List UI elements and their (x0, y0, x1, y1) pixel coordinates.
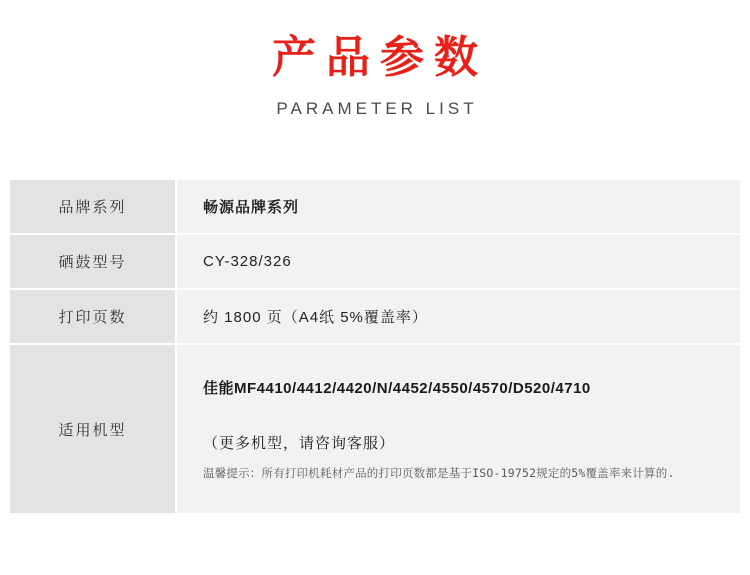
table-row (10, 234, 740, 289)
specification-table (10, 180, 740, 515)
row-label: 品牌系列 (10, 180, 176, 234)
row-label: 硒鼓型号 (10, 234, 176, 289)
table-row (10, 180, 740, 234)
page-subtitle: PARAMETER LIST (276, 99, 478, 118)
table-row (10, 289, 740, 344)
row-label: 打印页数 (10, 289, 176, 344)
row-value: 约 1800 页（A4纸 5%覆盖率） (176, 289, 740, 344)
row-value: CY-328/326 (176, 234, 740, 289)
models-note: （更多机型，请咨询客服） (203, 435, 396, 452)
row-value-models (176, 344, 740, 514)
row-value: 畅源品牌系列 (176, 180, 740, 234)
row-label: 适用机型 (10, 344, 176, 514)
page-title: 产品参数 (272, 33, 488, 82)
table-row-models (10, 344, 740, 514)
tip-text: 所有打印机耗材产品的打印页数都是基于ISO-19752规定的5%覆盖率来计算的. (261, 466, 675, 480)
title-block (0, 0, 750, 119)
models-tip (203, 465, 720, 481)
compatible-models: 佳能MF4410/4412/4420/N/4452/4550/4570/D520/4710 (203, 380, 591, 397)
tip-label: 温馨提示： (203, 468, 262, 480)
